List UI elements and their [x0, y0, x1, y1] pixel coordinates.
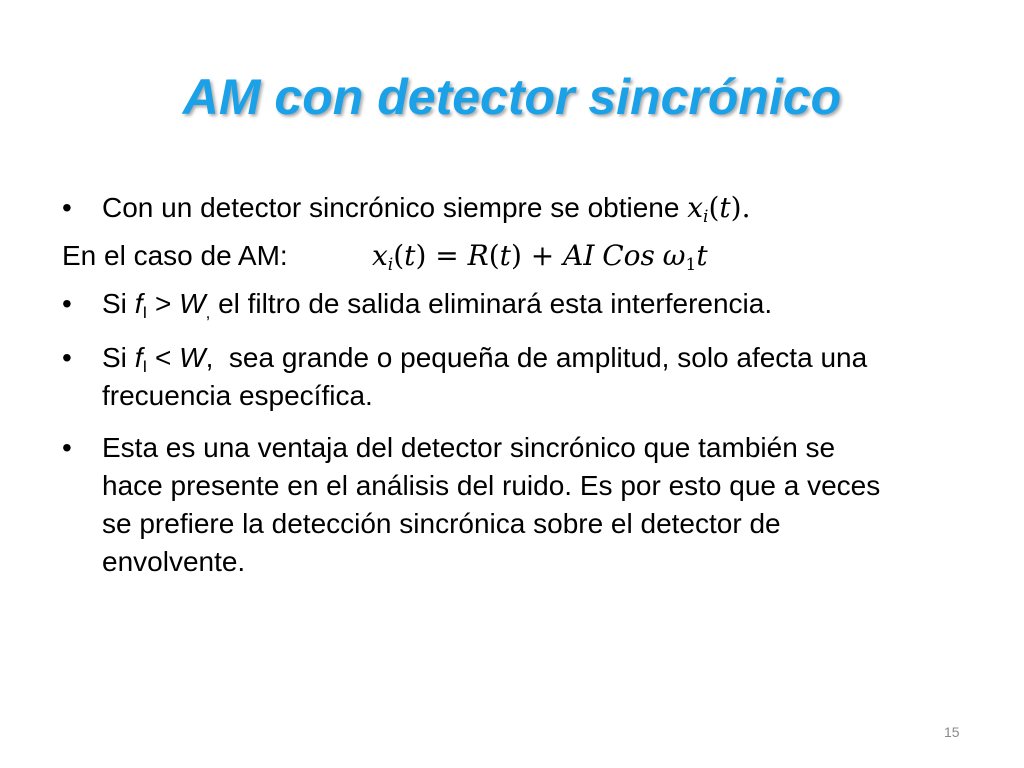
bullet-2-si: Si	[102, 288, 135, 319]
bullet-2-op: >	[147, 288, 180, 319]
bullet-3-si: Si	[102, 342, 135, 373]
eq-lp1: (	[393, 239, 405, 272]
am-label: En el caso de AM:	[62, 240, 288, 271]
bullet-1-var: x	[687, 191, 704, 224]
bullet-3-f: f	[134, 342, 143, 373]
bullet-dot: •	[62, 192, 72, 223]
eq-rp1: )	[415, 239, 427, 272]
bullet-3-op: <	[147, 342, 180, 373]
bullet-4-line-2: hace presente en el análisis del ruido. Es por esto que a veces	[102, 470, 881, 501]
eq-t3: t	[696, 239, 708, 272]
eq-x: x	[372, 239, 388, 272]
bullet-2-comma: ,	[205, 303, 211, 322]
bullet-1-sub: i	[703, 207, 709, 227]
bullet-3-continuation: frecuencia específica.	[102, 380, 373, 411]
bullet-1-prefix: Con un detector sincrónico siempre se obtiene	[102, 192, 688, 223]
eq-R: R	[467, 239, 489, 272]
bullet-1-paren: (	[708, 191, 720, 224]
bullet-3-fsub: I	[142, 357, 148, 376]
slide-title: AM con detector sincrónico	[182, 69, 842, 125]
bullet-1-text	[102, 190, 750, 226]
bullet-1-close: ).	[730, 191, 751, 224]
eq-rp2: )	[510, 239, 522, 272]
eq-t2: t	[499, 239, 511, 272]
eq-omega-sub: 1	[685, 255, 697, 275]
bullet-3-w: W	[179, 342, 206, 373]
bullet-1-arg: t	[719, 191, 731, 224]
bullet-2-rest: el filtro de salida eliminará esta interferencia.	[210, 288, 773, 319]
bullet-4-line-1: Esta es una ventaja del detector sincrónico que también se	[102, 432, 836, 463]
bullet-dot: •	[62, 342, 72, 373]
eq-lp2: (	[488, 239, 500, 272]
am-line	[62, 238, 288, 274]
bullet-3-rest: , sea grande o pequeña de amplitud, solo afecta una	[205, 342, 868, 373]
eq-plus: +	[521, 239, 564, 272]
bullet-2-text	[102, 286, 772, 322]
eq-cos: Cos	[602, 239, 655, 272]
eq-A: AI	[563, 239, 595, 272]
bullet-dot: •	[62, 288, 72, 319]
bullet-2-fsub: I	[142, 303, 148, 322]
bullet-4-line-3: se prefiere la detección sincrónica sobre el detector de	[102, 508, 781, 539]
bullet-2-w: W	[179, 288, 206, 319]
bullet-2-f: f	[134, 288, 143, 319]
eq-t1: t	[404, 239, 416, 272]
am-equation	[372, 238, 708, 274]
page-number: 15	[944, 724, 960, 740]
eq-equals: =	[426, 239, 468, 272]
bullet-dot: •	[62, 432, 72, 463]
eq-x-sub: i	[387, 255, 394, 275]
eq-omega: ω	[662, 239, 686, 272]
bullet-4-line-4: envolvente.	[102, 546, 246, 577]
bullet-3-text	[102, 340, 867, 376]
